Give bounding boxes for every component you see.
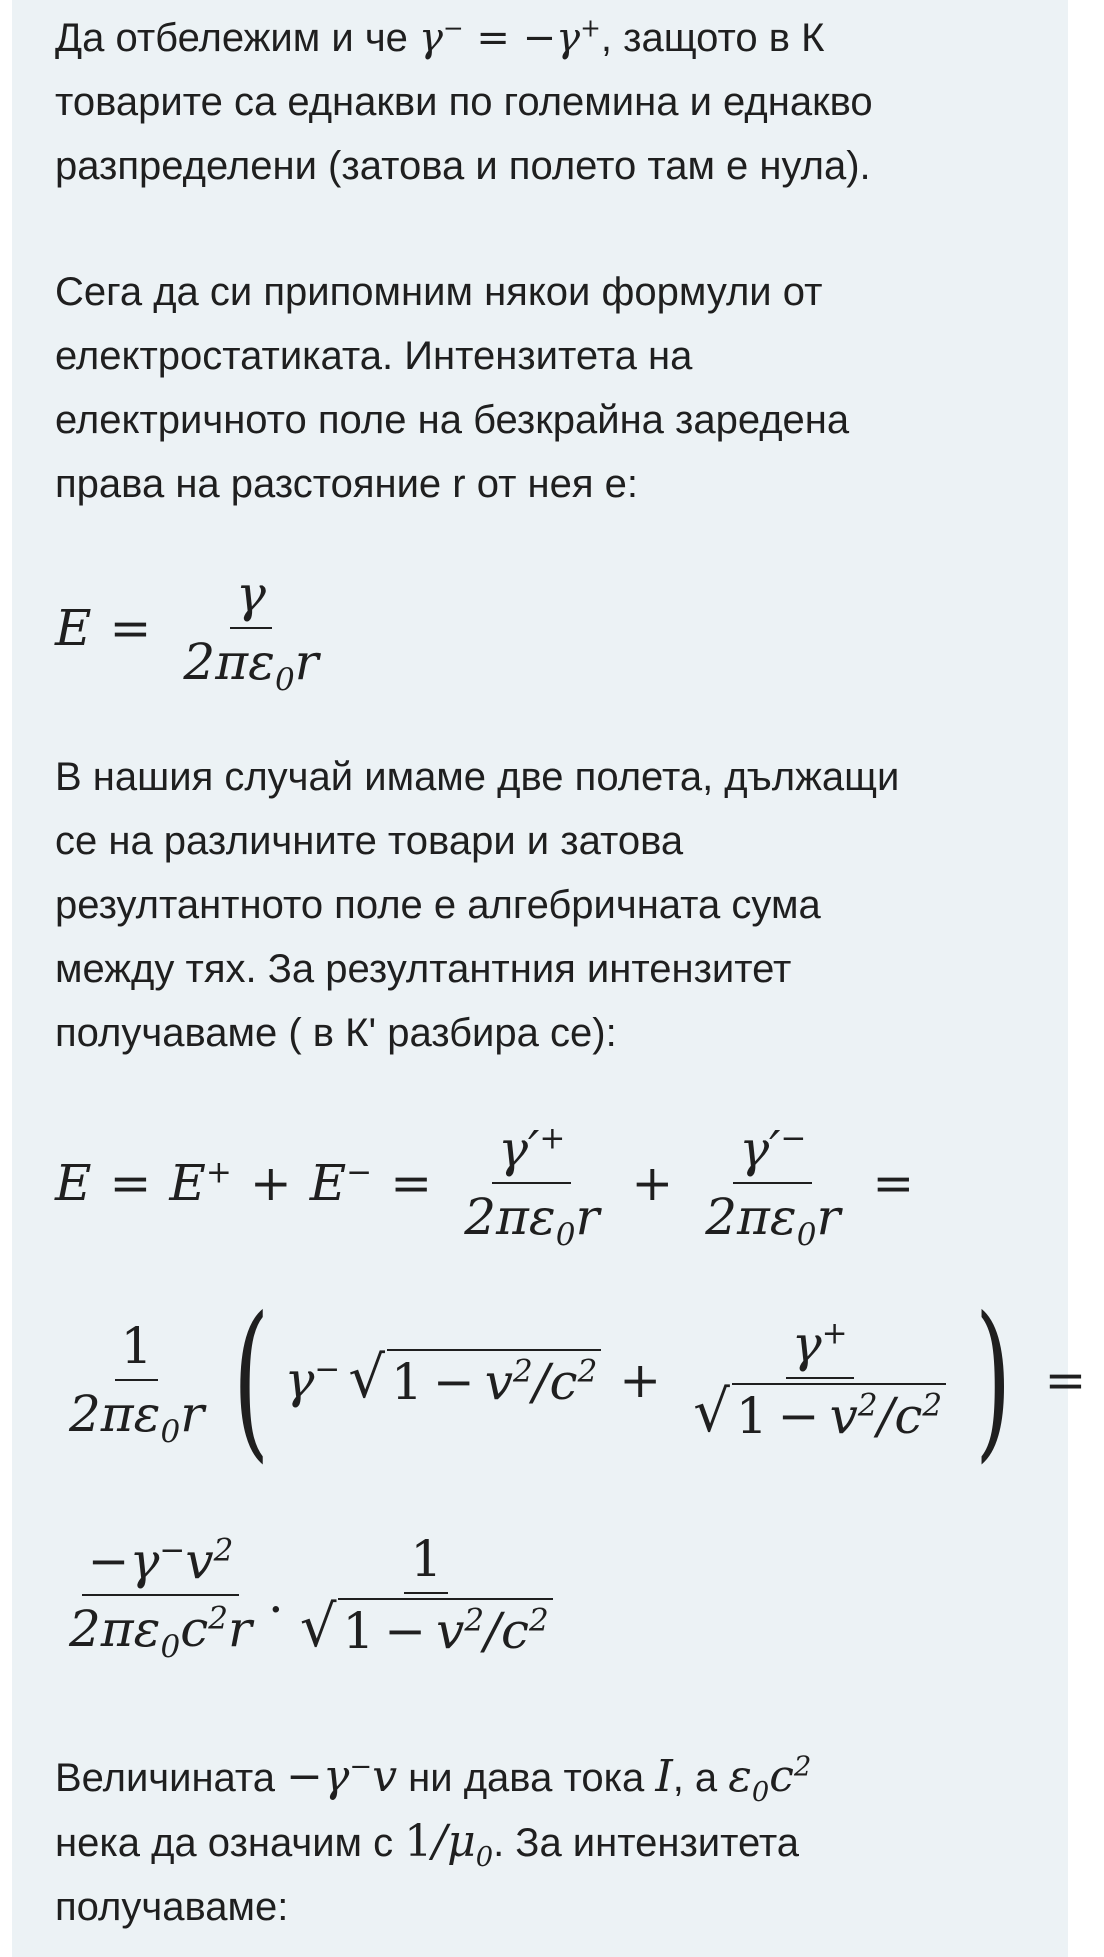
answer-card [12,0,1087,1957]
p1-text-start: Да отбележим и че [55,16,420,60]
paragraph-1 [55,6,1055,198]
p3-line-2: се на различните товари и затова [55,819,684,863]
p4-text-5: . За интензитета [493,1821,800,1865]
p2-line-3: електричното поле на безкрайна заредена [55,398,850,442]
formula-line-charge-field: E = $\frac{\gamma}{2\pi\varepsilon_0r}$ [55,565,319,698]
p2-line-1: Сега да си припомним някои формули от [55,270,823,314]
paragraph-3 [55,745,1055,1065]
inline-math-I: I [655,1751,673,1802]
p1-line-2: товарите са еднакви по големина и еднакво [55,80,873,124]
p4-text-1: Величината [55,1756,287,1800]
p1-text-end: , защото в К [600,16,825,60]
p3-line-4: между тях. За резултантния интензитет [55,947,792,991]
p3-line-1: В нашия случай имаме две полета, дължащи [55,755,900,799]
inline-math-gamma-relation: γ− = −γ+ [419,13,601,61]
inline-math-current: −γ−v [286,1751,398,1802]
inline-math-eps0c2: $\varepsilon_0c^2$ [728,1751,812,1808]
formula-superposition-line-1: E = E+ + E− = $\frac{\gamma'^+}{2\pi\varepsilon_0r}$ + $\frac{\gamma'^-}{2\pi\varepsilon_0r}$ = [55,1120,915,1253]
p2-line-2: електростатиката. Интензитета на [55,334,693,378]
formula-superposition-line-3: $\frac{-\gamma^-v^2}{2\pi\varepsilon_0c^2r}$ . 1 √ $1 - v^2/c^2$ [55,1530,567,1660]
p4-text-4: нека да означим с [55,1821,405,1865]
paragraph-4 [55,1745,1055,1939]
p1-line-3: разпределени (затова и полето там е нула). [55,144,871,188]
p3-line-3: резултантното поле е алгебричната сума [55,883,821,927]
p4-line-3: получаваме: [55,1885,289,1929]
p4-text-3: , а [672,1756,729,1800]
p4-text-2: ни дава тока [397,1756,656,1800]
p2-line-4: права на разстояние r от нея е: [55,462,638,506]
p3-line-5: получаваме ( в К' разбира се): [55,1011,617,1055]
inline-math-inverse-mu0: $1/\mu_0$ [404,1816,494,1873]
paragraph-2 [55,260,1055,516]
formula-superposition-line-2: $\frac{1}{2\pi\varepsilon_0r}$ ( γ− √ $1 - v^2/c^2$ + γ+ √ $1 - v^2/c^2$ ) = [69,1281,1087,1479]
